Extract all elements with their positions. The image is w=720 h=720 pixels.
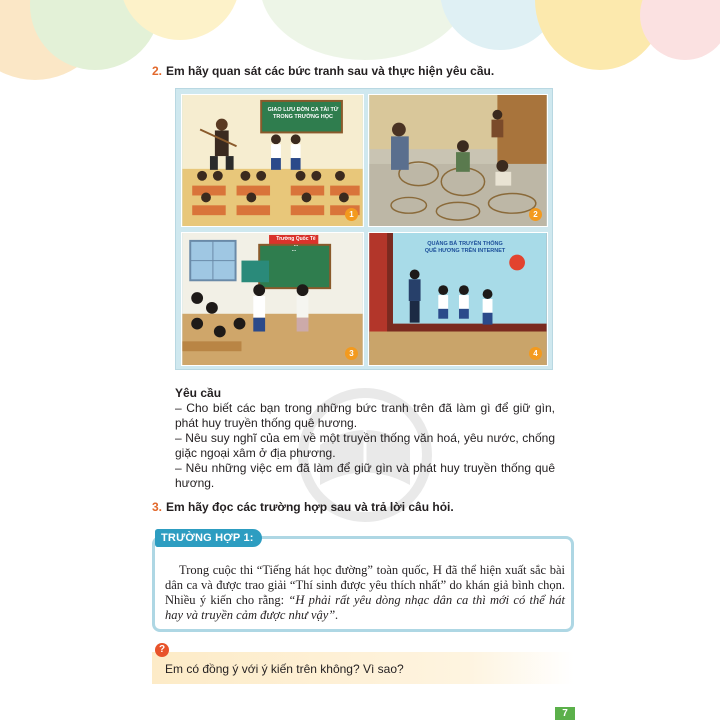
- panel-3-number: 3: [345, 347, 358, 360]
- page-number: 7: [555, 707, 575, 720]
- illustration-panel-4: [368, 232, 548, 366]
- exercise-3-heading: [152, 500, 454, 514]
- case-1-label: TRƯỜNG HỢP 1:: [155, 529, 262, 547]
- case-1-text-italic: “H phải rất yêu dòng nhạc dân ca thì mới có thể hát hay và truyền cảm được như vậy”.: [165, 593, 565, 622]
- decor-bubble: [260, 0, 470, 60]
- exercise-2-number: 2.: [152, 64, 163, 78]
- requirements-list: [175, 401, 555, 491]
- illustration-grid: [175, 88, 553, 370]
- panel-2-number: 2: [529, 208, 542, 221]
- panel-4-number: 4: [529, 347, 542, 360]
- requirements-title: Yêu cầu: [175, 386, 222, 400]
- requirement-item: – Nêu suy nghĩ của em về một truyền thống văn hoá, yêu nước, chống giặc ngoại xâm ở địa phương.: [175, 431, 555, 460]
- exercise-2-heading: [152, 64, 494, 78]
- panel-3-board-tag: Trường Quốc Tế ...: [276, 236, 316, 248]
- exercise-2-title: Em hãy quan sát các bức tranh sau và thực hiện yêu cầu.: [166, 64, 495, 78]
- question-mark-icon: ?: [155, 643, 169, 657]
- decor-bubble: [640, 0, 720, 60]
- illustration-panel-2: [368, 94, 548, 227]
- requirement-item: – Nêu những việc em đã làm để giữ gìn và phát huy truyền thống quê hương.: [175, 461, 555, 490]
- panel-4-board-text: QUẢNG BÁ TRUYỀN THỐNG QUÊ HƯƠNG TRÊN INTERNET: [424, 241, 506, 254]
- panel-3-board-text: ...: [291, 247, 297, 253]
- case-1-text: [165, 563, 565, 623]
- requirement-item: – Cho biết các bạn trong những bức tranh trên đã làm gì để giữ gìn, phát huy truyền thống quê hương.: [175, 401, 555, 430]
- illustration-panel-1: [181, 94, 364, 227]
- exercise-3-number: 3.: [152, 500, 163, 514]
- panel-1-number: 1: [345, 208, 358, 221]
- illustration-panel-3: [181, 232, 364, 366]
- case-1-question: Em có đồng ý với ý kiến trên không? Vì sao?: [165, 662, 404, 676]
- exercise-3-title: Em hãy đọc các trường hợp sau và trả lời câu hỏi.: [166, 500, 454, 514]
- case-1-text-plain: Trong cuộc thi “Tiếng hát học đường” toàn quốc, H đã thể hiện xuất sắc bài dân ca và được trao giải “Thí sinh được yêu thích nhất” do khán giả bình chọn. Nhiều ý kiến cho rằng:: [165, 563, 565, 607]
- panel-1-board-text: GIAO LƯU ĐỜN CA TÀI TỬ TRONG TRƯỜNG HỌC: [267, 107, 339, 120]
- panel-2-image: [369, 95, 547, 226]
